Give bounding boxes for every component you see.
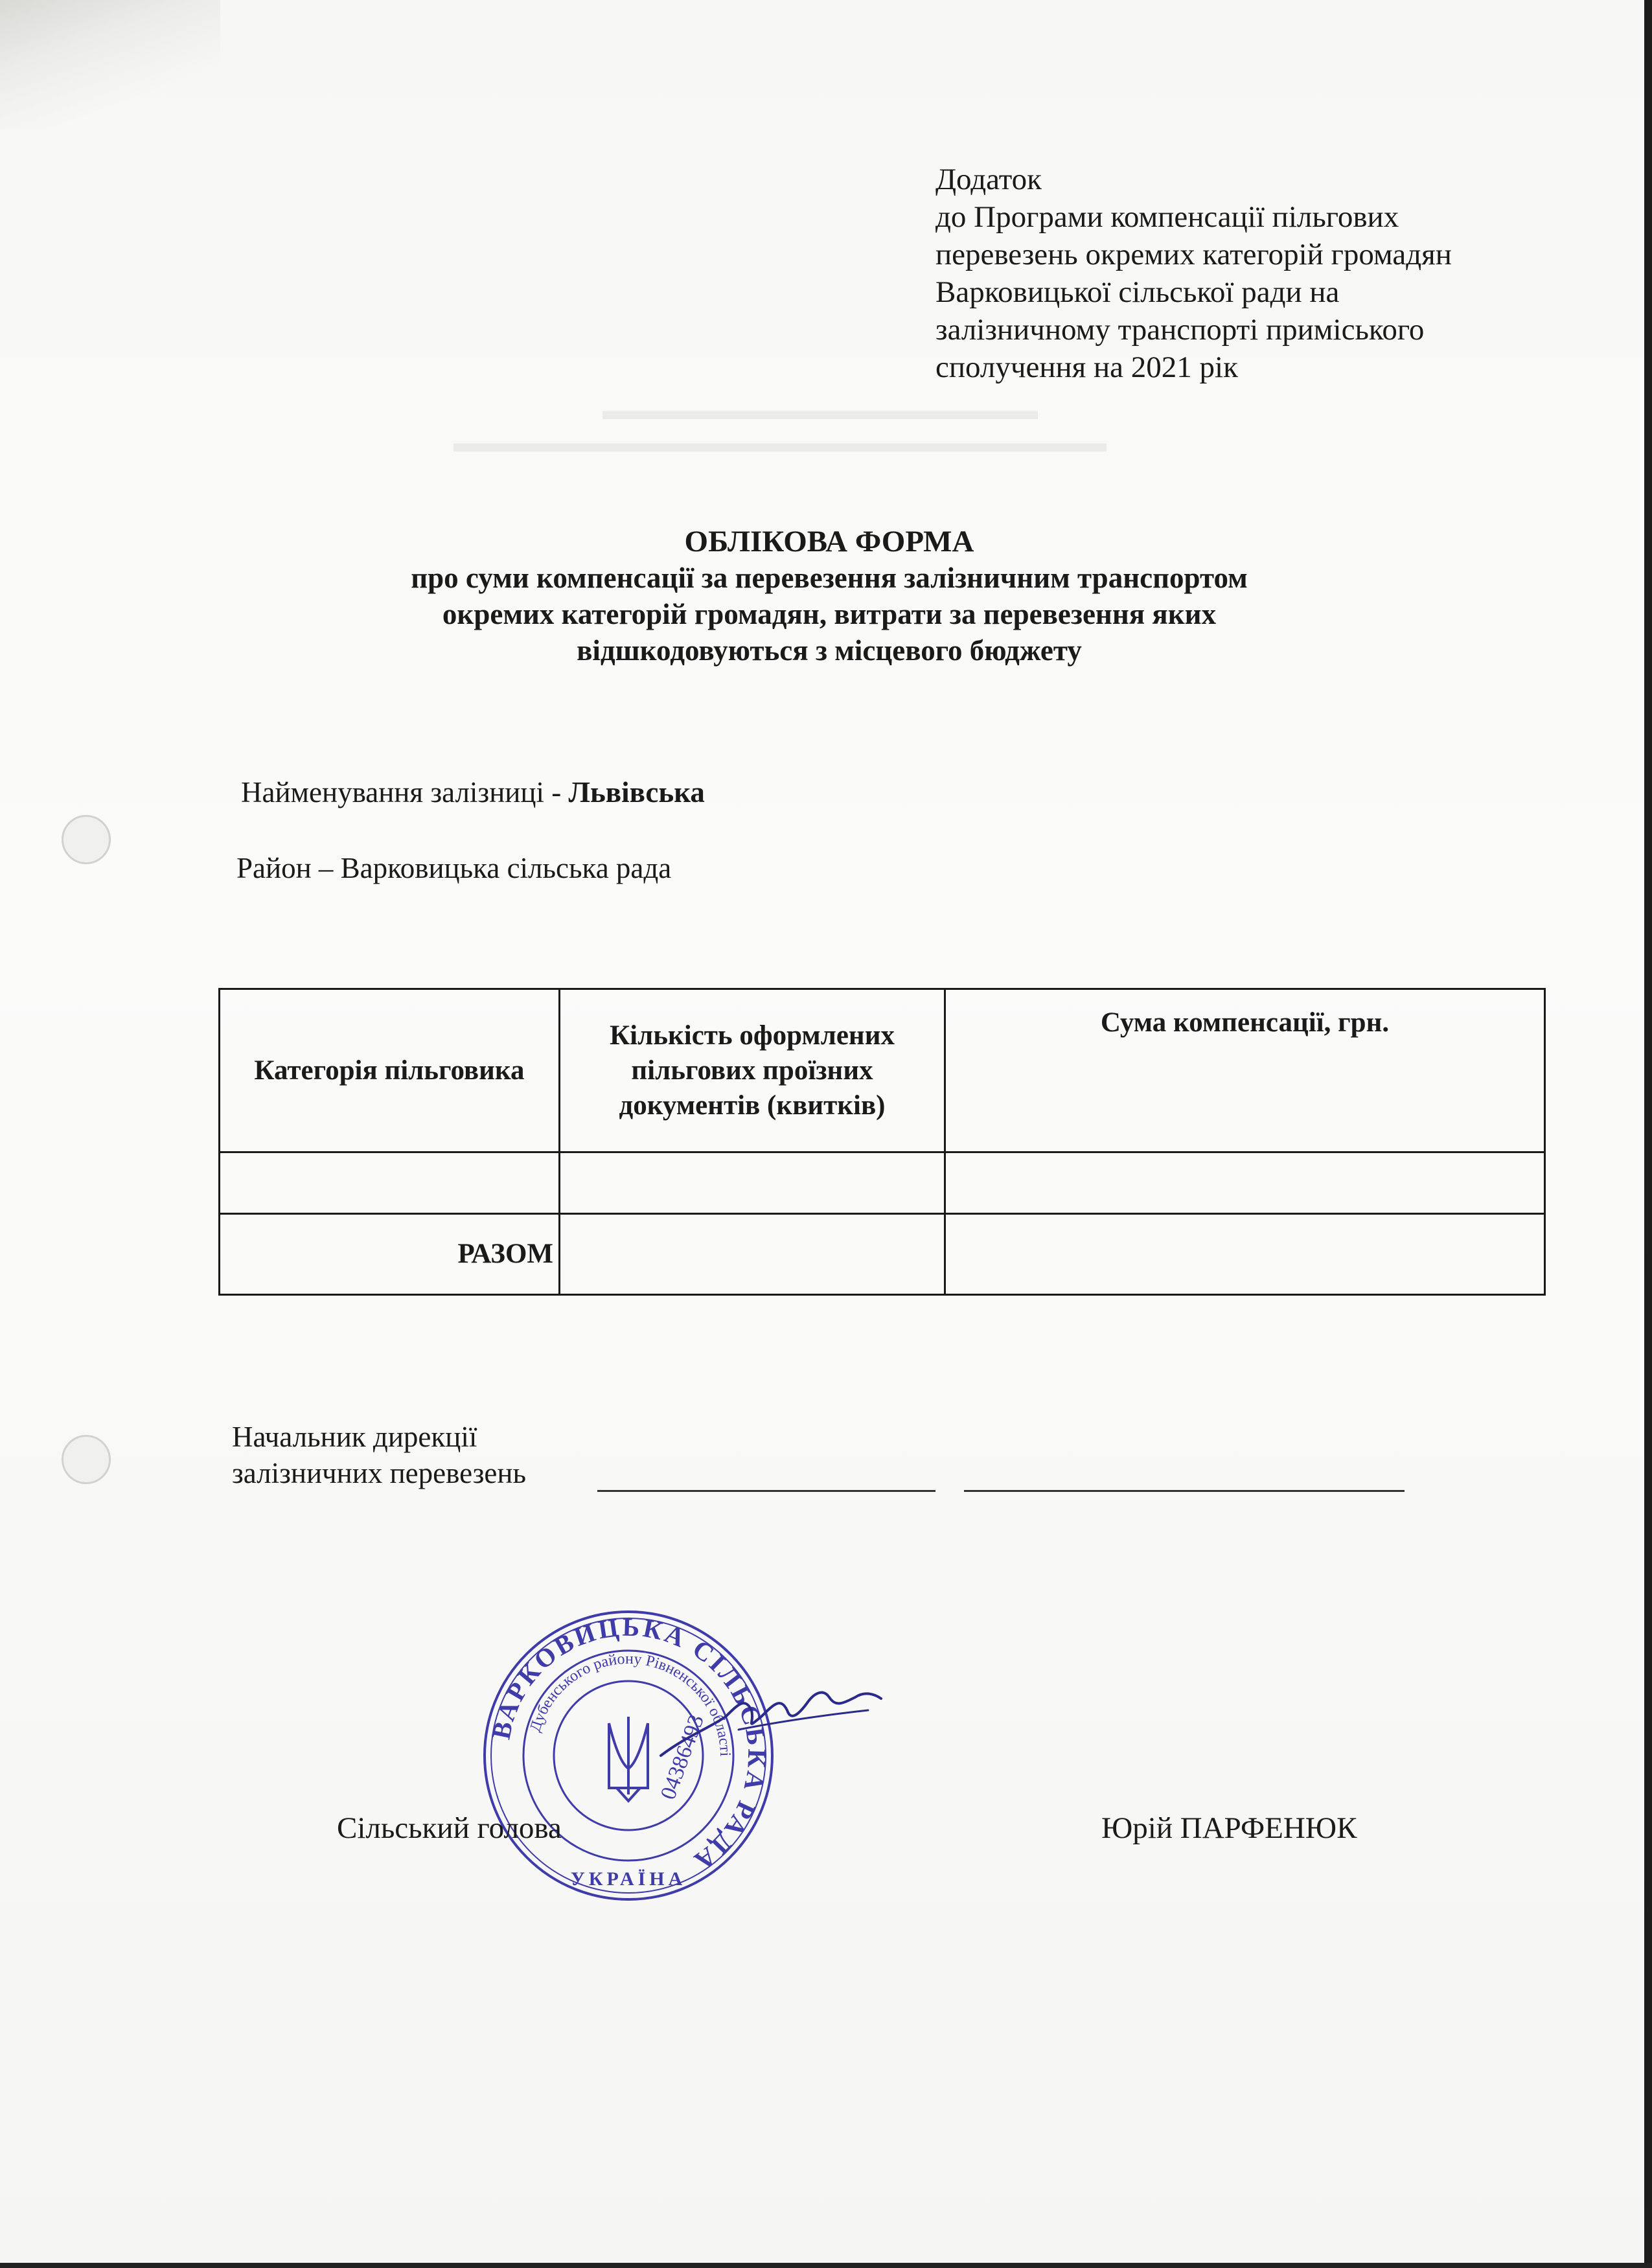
seal-code: 04386493 xyxy=(656,1712,709,1803)
table-cell xyxy=(220,1152,560,1214)
addendum-line: Додаток xyxy=(935,163,1042,196)
header-category: Категорія пільговика xyxy=(220,989,560,1152)
header-ticket-count: Кількість оформлених пільгових проїзних документів (квитків) xyxy=(560,989,945,1152)
name-underline xyxy=(964,1490,1405,1492)
addendum-block xyxy=(935,161,1544,386)
punch-hole xyxy=(62,1435,111,1484)
table-cell xyxy=(560,1214,945,1295)
compensation-table xyxy=(218,988,1546,1296)
signatory-block xyxy=(232,1419,526,1491)
show-through: ▬▬▬▬▬▬▬▬▬▬▬▬▬▬▬▬ xyxy=(602,396,1038,426)
scan-edge xyxy=(1644,0,1652,2268)
head-name: Юрій ПАРФЕНЮК xyxy=(1101,1811,1357,1845)
railway-value: Львівська xyxy=(568,776,705,808)
addendum-line: перевезень окремих категорій громадян xyxy=(935,238,1452,271)
signatory-line: Начальник дирекції xyxy=(232,1421,477,1453)
addendum-line: сполучення на 2021 рік xyxy=(935,350,1238,384)
form-title xyxy=(279,523,1380,669)
seal-outer-text: ВАРКОВИЦЬКА СІЛЬСЬКА РАДА xyxy=(486,1612,772,1877)
form-title-line: окремих категорій громадян, витрати за перевезення яких xyxy=(442,598,1217,630)
scan-edge xyxy=(0,2263,1652,2268)
addendum-line: Варковицької сільської ради на xyxy=(935,275,1340,309)
handwritten-signature xyxy=(648,1658,894,1775)
form-title-main: ОБЛІКОВА ФОРМА xyxy=(684,525,974,558)
table-total-row xyxy=(220,1214,1545,1295)
addendum-line: до Програми компенсації пільгових xyxy=(935,200,1399,234)
addendum-line: залізничному транспорті приміського xyxy=(935,313,1425,347)
head-role: Сільський голова xyxy=(337,1811,562,1845)
seal-bottom-text: УКРАЇНА xyxy=(570,1868,687,1890)
form-title-line: про суми компенсації за перевезення залізничним транспортом xyxy=(411,562,1248,594)
trident-icon xyxy=(609,1717,648,1801)
punch-hole xyxy=(62,815,111,864)
table-cell xyxy=(945,1214,1545,1295)
signature-underline xyxy=(597,1490,935,1492)
table-row xyxy=(220,1152,1545,1214)
railway-name-line xyxy=(241,774,705,810)
table-cell xyxy=(560,1152,945,1214)
railway-label: Найменування залізниці - xyxy=(241,776,569,808)
show-through: ▬▬▬▬▬▬▬▬▬▬▬▬▬▬▬▬▬▬▬▬▬▬▬▬ xyxy=(453,428,1107,458)
form-title-line: відшкодовуються з місцевого бюджету xyxy=(577,634,1082,667)
table-header-row xyxy=(220,989,1545,1152)
signatory-line: залізничних перевезень xyxy=(232,1457,526,1489)
seal-inner-text: Дубенського району Рівненської області xyxy=(527,1650,734,1757)
district-line: Район – Варковицька сільська рада xyxy=(236,852,672,884)
total-label: РАЗОМ xyxy=(220,1214,560,1295)
header-compensation-sum: Сума компенсації, грн. xyxy=(945,989,1545,1152)
table-cell xyxy=(945,1152,1545,1214)
scan-corner-fold xyxy=(0,0,220,130)
